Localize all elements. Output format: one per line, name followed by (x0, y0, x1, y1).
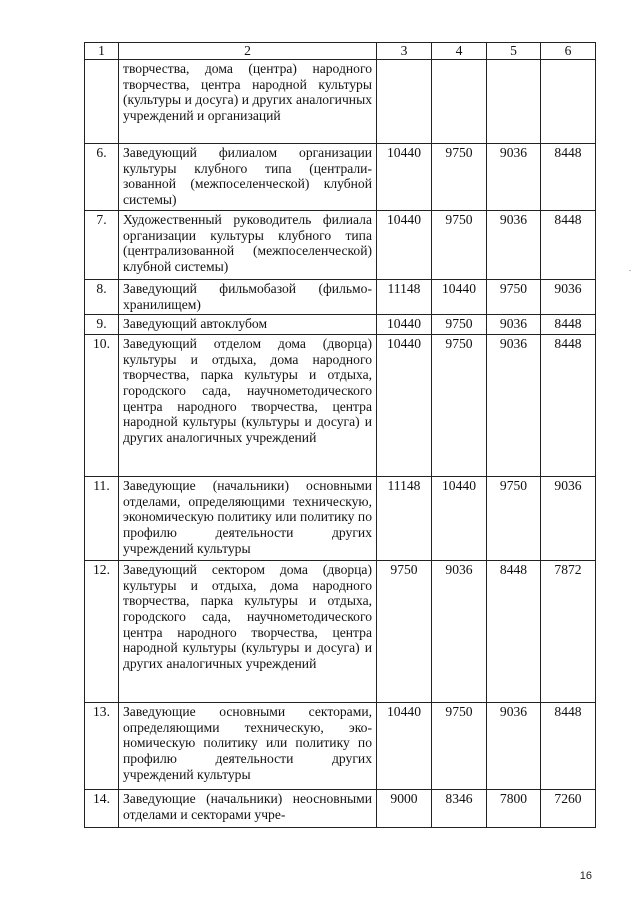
position-title: Заведующий фильмобазой (фильмохранилищем) (119, 279, 377, 314)
salary-group-5: 9036 (487, 334, 541, 476)
salary-group-4 (432, 60, 487, 144)
salary-group-6: 9036 (541, 476, 596, 560)
salary-group-3: 11148 (377, 476, 432, 560)
salary-group-4: 8346 (432, 789, 487, 827)
salary-group-6: 8448 (541, 334, 596, 476)
salary-group-6: 8448 (541, 210, 596, 279)
salary-group-4: 10440 (432, 476, 487, 560)
row-number: 7. (85, 210, 119, 279)
row-number: 9. (85, 315, 119, 335)
salary-group-3: 10440 (377, 334, 432, 476)
row-number: 13. (85, 702, 119, 789)
salary-group-6 (541, 60, 596, 144)
table-row (85, 560, 596, 702)
row-number (85, 60, 119, 144)
position-title: Художественный руководитель филиала организации культуры клубного типа (централизованной (межпоселенческой) клубной системы) (119, 210, 377, 279)
salary-group-6: 7260 (541, 789, 596, 827)
position-title: Заведующие основными секторами, определяющими техническую, экономическую политику или политику по профилю деятельности других учреждений культуры (119, 702, 377, 789)
position-title: Заведующий филиалом организации культуры клубного типа (централизованной (межпоселенческой) клубной системы) (119, 144, 377, 211)
salary-group-3: 10440 (377, 315, 432, 335)
row-number: 6. (85, 144, 119, 211)
table-row (85, 210, 596, 279)
salary-group-3: 11148 (377, 279, 432, 314)
row-number: 11. (85, 476, 119, 560)
column-header-4: 4 (432, 43, 487, 60)
salary-group-5: 9036 (487, 144, 541, 211)
scan-artifact (629, 270, 631, 271)
salary-group-6: 8448 (541, 144, 596, 211)
column-header-2: 2 (119, 43, 377, 60)
salary-group-5: 9036 (487, 702, 541, 789)
salary-group-5: 9036 (487, 315, 541, 335)
salary-table (84, 42, 596, 828)
salary-group-4: 9750 (432, 210, 487, 279)
row-number: 12. (85, 560, 119, 702)
position-title: Заведующие (начальники) основными отделами, определяющими техническую, экономическую политику или политику по профилю деятельности других учреждений культуры (119, 476, 377, 560)
column-header-5: 5 (487, 43, 541, 60)
page-number: 16 (579, 870, 592, 882)
position-title: Заведующий отделом дома (дворца) культуры и отдыха, дома народного творчества, парка культуры и отдыха, городского сада, научнометодического центра народного творчества, центра народной культуры (культуры и досуга) и других аналогичных учреждений (119, 334, 377, 476)
table-row (85, 789, 596, 827)
salary-group-5: 9036 (487, 210, 541, 279)
row-number: 8. (85, 279, 119, 314)
position-title: творчества, дома (центра) народного творчества, центра народной культуры (культуры и досуга) и других аналогичных учреждений и организаций (119, 60, 377, 144)
table-row (85, 60, 596, 144)
salary-group-5 (487, 60, 541, 144)
salary-group-4: 9036 (432, 560, 487, 702)
salary-group-5: 9750 (487, 476, 541, 560)
table-row (85, 144, 596, 211)
salary-group-5: 9750 (487, 279, 541, 314)
salary-group-4: 9750 (432, 334, 487, 476)
column-header-1: 1 (85, 43, 119, 60)
table-row (85, 702, 596, 789)
salary-group-3: 9750 (377, 560, 432, 702)
salary-group-4: 9750 (432, 315, 487, 335)
salary-group-3: 9000 (377, 789, 432, 827)
position-title: Заведующий сектором дома (дворца) культуры и отдыха, дома народного творчества, парка культуры и отдыха, городского сада, научнометодического центра народного творчества, центра народной культуры (культуры и досуга) и других аналогичных учреждений (119, 560, 377, 702)
salary-group-6: 9036 (541, 279, 596, 314)
table-row (85, 334, 596, 476)
salary-group-3: 10440 (377, 702, 432, 789)
salary-group-4: 10440 (432, 279, 487, 314)
salary-group-3: 10440 (377, 144, 432, 211)
salary-group-4: 9750 (432, 144, 487, 211)
salary-group-5: 7800 (487, 789, 541, 827)
salary-group-6: 7872 (541, 560, 596, 702)
salary-group-6: 8448 (541, 702, 596, 789)
position-title: Заведующие (начальники) неосновными отделами и секторами учре- (119, 789, 377, 827)
position-title: Заведующий автоклубом (119, 315, 377, 335)
table-row (85, 476, 596, 560)
table-row (85, 279, 596, 314)
row-number: 14. (85, 789, 119, 827)
column-header-3: 3 (377, 43, 432, 60)
salary-group-4: 9750 (432, 702, 487, 789)
salary-group-3: 10440 (377, 210, 432, 279)
row-number: 10. (85, 334, 119, 476)
column-header-6: 6 (541, 43, 596, 60)
document-page (84, 42, 595, 828)
table-header-row (85, 43, 596, 60)
table-row (85, 315, 596, 335)
salary-group-5: 8448 (487, 560, 541, 702)
salary-group-3 (377, 60, 432, 144)
salary-group-6: 8448 (541, 315, 596, 335)
